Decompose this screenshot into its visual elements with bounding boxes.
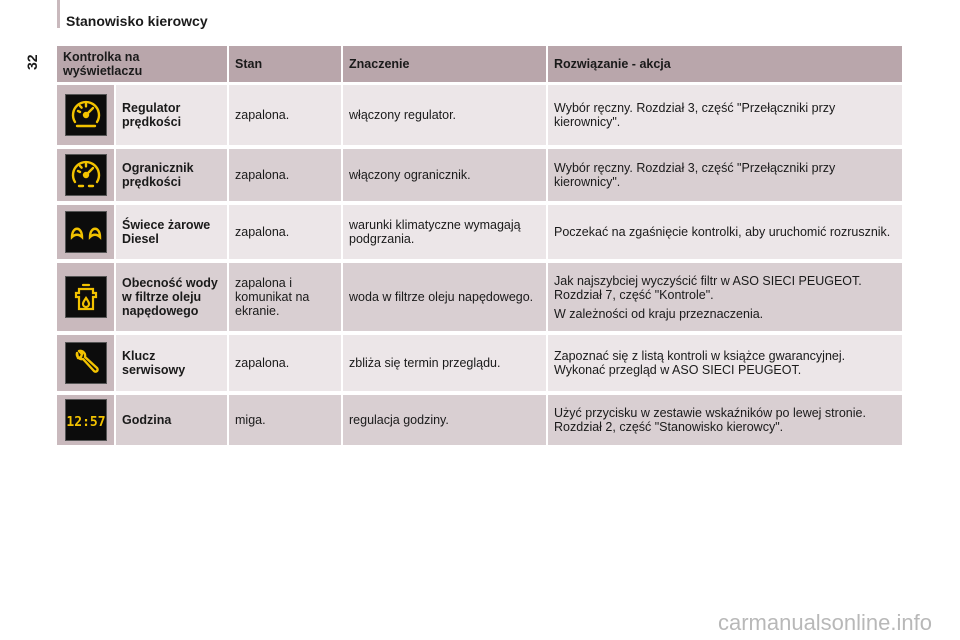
icon-cell <box>57 149 116 205</box>
margin-line <box>57 0 60 28</box>
icon-cell <box>57 395 116 449</box>
indicator-state: miga. <box>229 395 343 449</box>
indicator-solution <box>548 335 902 395</box>
indicator-name: Godzina <box>116 395 229 449</box>
wrench-icon <box>65 342 107 384</box>
solution-line: Wybór ręczny. Rozdział 3, część "Przełączniki przy kierownicy". <box>554 161 836 189</box>
table-row <box>57 263 902 335</box>
icon-cell <box>57 263 116 335</box>
indicator-state: zapalona i komunikat na ekranie. <box>229 263 343 335</box>
section-title: Stanowisko kierowcy <box>66 13 208 29</box>
indicator-solution <box>548 263 902 335</box>
indicator-meaning: woda w filtrze oleju napędowego. <box>343 263 548 335</box>
warning-lights-table <box>57 46 902 449</box>
header-meaning: Znaczenie <box>343 46 548 85</box>
indicator-solution <box>548 149 902 205</box>
glow-plug-icon <box>65 211 107 253</box>
table-row <box>57 149 902 205</box>
clock-display-icon <box>65 399 107 441</box>
clock-digits: 12:57 <box>65 415 106 430</box>
header-indicator: Kontrolka na wyświetlaczu <box>57 46 229 85</box>
icon-cell <box>57 335 116 395</box>
table-row <box>57 85 902 149</box>
cruise-control-icon <box>65 94 107 136</box>
table-row <box>57 335 902 395</box>
table-row <box>57 205 902 263</box>
solution-line: Jak najszybciej wyczyścić filtr w ASO SIECI PEUGEOT. Rozdział 7, część "Kontrole". <box>554 273 862 302</box>
solution-line: Użyć przycisku w zestawie wskaźników po lewej stronie. Rozdział 2, część "Stanowisko kierowcy". <box>554 406 866 434</box>
table-header-row <box>57 46 902 85</box>
indicator-meaning: zbliża się termin przeglądu. <box>343 335 548 395</box>
header-solution: Rozwiązanie - akcja <box>548 46 902 85</box>
watermark: carmanualsonline.info <box>717 610 932 635</box>
table-row <box>57 395 902 449</box>
indicator-name: Świece żarowe Diesel <box>116 205 229 263</box>
indicator-meaning: warunki klimatyczne wymagają podgrzania. <box>343 205 548 263</box>
icon-cell <box>57 205 116 263</box>
indicator-state: zapalona. <box>229 149 343 205</box>
indicator-name: Regulator prędkości <box>116 85 229 149</box>
water-in-fuel-icon <box>65 276 107 318</box>
indicator-meaning: włączony ogranicznik. <box>343 149 548 205</box>
page-number: 32 <box>24 54 40 70</box>
indicator-name: Klucz serwisowy <box>116 335 229 395</box>
indicator-solution <box>548 85 902 149</box>
indicator-name: Ogranicznik prędkości <box>116 149 229 205</box>
solution-line: Wybór ręczny. Rozdział 3, część "Przełączniki przy kierownicy". <box>554 101 836 129</box>
indicator-name: Obecność wody w filtrze oleju napędowego <box>116 263 229 335</box>
solution-line: W zależności od kraju przeznaczenia. <box>554 306 764 321</box>
indicator-state: zapalona. <box>229 335 343 395</box>
indicator-solution <box>548 395 902 449</box>
indicator-solution <box>548 205 902 263</box>
icon-cell <box>57 85 116 149</box>
indicator-meaning: włączony regulator. <box>343 85 548 149</box>
indicator-meaning: regulacja godziny. <box>343 395 548 449</box>
solution-line: Poczekać na zgaśnięcie kontrolki, aby uruchomić rozrusznik. <box>554 225 891 239</box>
indicator-state: zapalona. <box>229 205 343 263</box>
speed-limiter-icon <box>65 154 107 196</box>
header-state: Stan <box>229 46 343 85</box>
indicator-state: zapalona. <box>229 85 343 149</box>
solution-line: Zapoznać się z listą kontroli w książce gwarancyjnej. Wykonać przegląd w ASO SIECI PEUGEOT. <box>554 349 846 377</box>
